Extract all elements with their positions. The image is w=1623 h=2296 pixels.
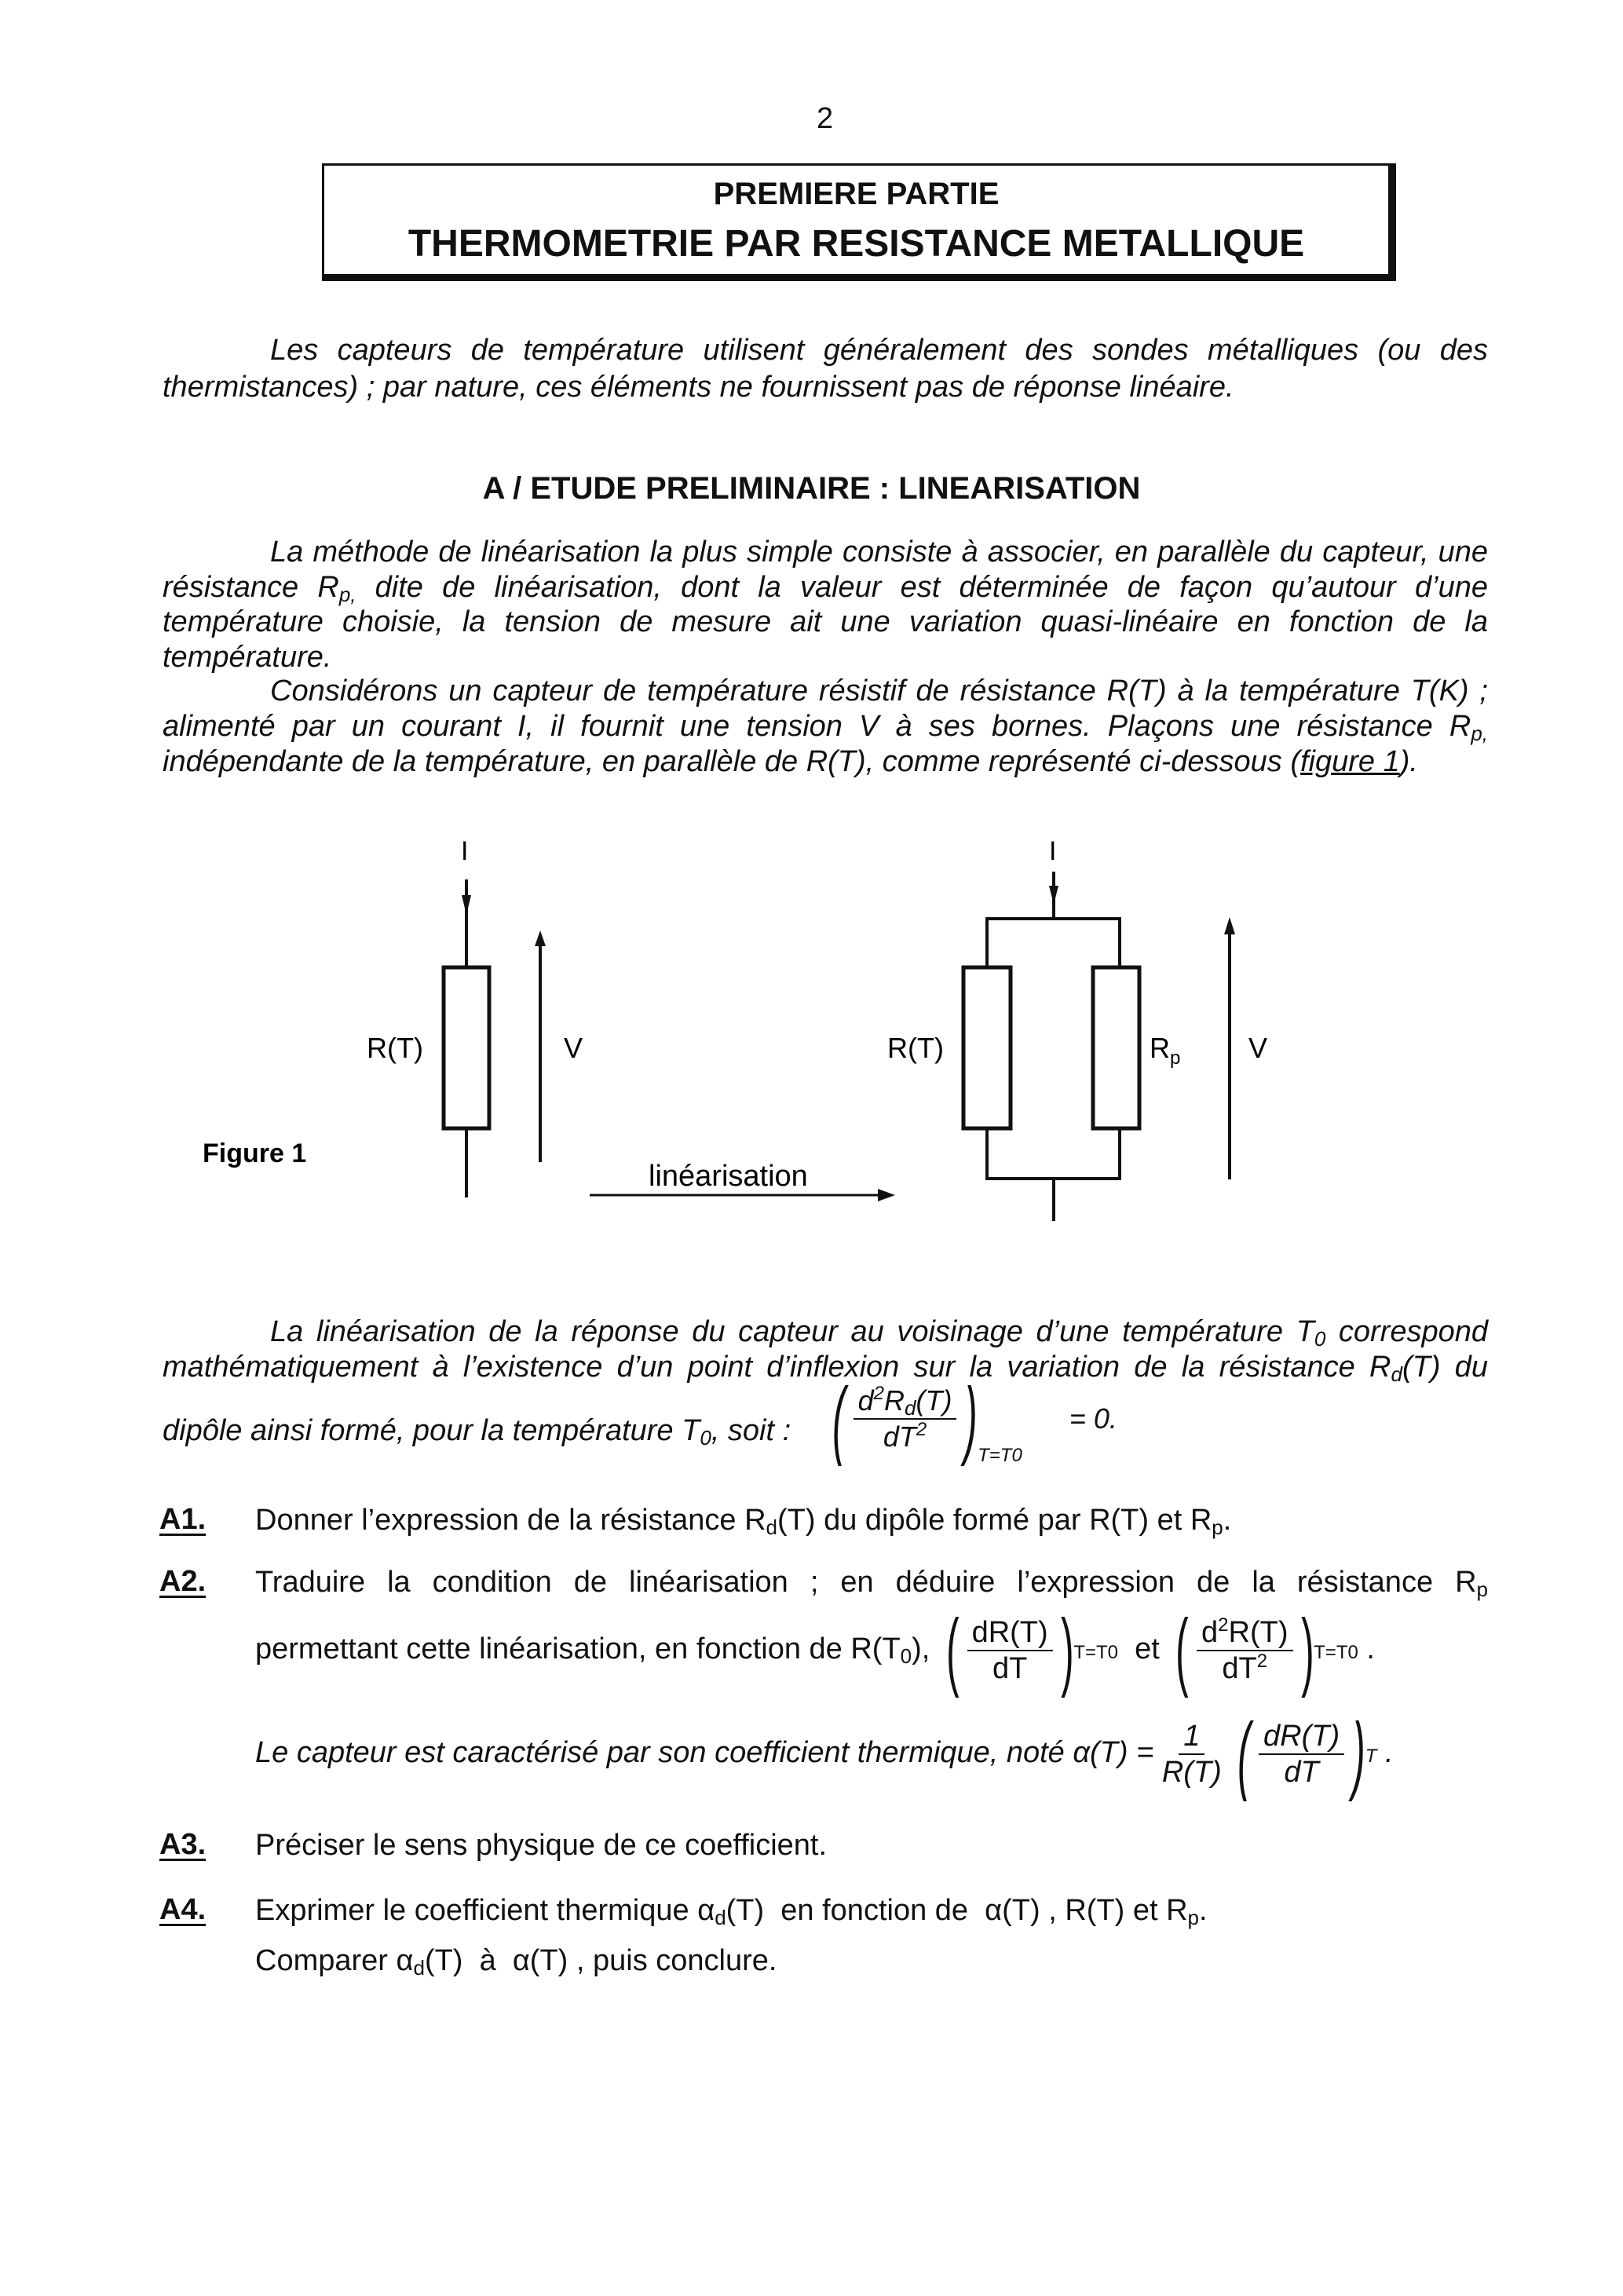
current-label: I xyxy=(461,836,469,866)
question-text: Préciser le sens physique de ce coefficient. xyxy=(255,1829,828,1862)
wire xyxy=(987,1128,1120,1179)
current-label: I xyxy=(1049,836,1057,866)
wire xyxy=(987,919,1120,967)
question-text: Donner l’expression de la résistance $R_d(T)$ du dipôle formé par R(T) et $R_p$. xyxy=(255,1504,1232,1539)
arrowhead xyxy=(878,1189,895,1201)
text-line: température choisie, la tension de mesure ait une variation quasi-linéaire en fonction de la xyxy=(163,605,1488,638)
question-label: A2. xyxy=(159,1565,207,1598)
text-line: Les capteurs de température utilisent généralement des sondes métalliques (ou des xyxy=(270,334,1488,367)
text-line: indépendante de la température, en parallèle de R(T), comme représenté ci-dessous (figure 1). xyxy=(163,745,1418,778)
text-line: La méthode de linéarisation la plus simple consiste à associer, en parallèle du capteur, une xyxy=(270,536,1488,569)
question-text: Exprimer le coefficient thermique $\alpha_d(T)$ en fonction de α(T) , R(T) et $R_p$. xyxy=(255,1894,1208,1929)
resistor-label: R(T) xyxy=(367,1032,423,1064)
linearisation-label: linéarisation xyxy=(649,1160,808,1193)
text-line: mathématiquement à l’existence d’un point d’inflexion sur la variation de la résistance $R_d(T)$ du xyxy=(163,1351,1488,1386)
figure-link[interactable]: figure 1 xyxy=(1300,745,1400,778)
question-label: A1. xyxy=(159,1503,207,1536)
text-line: dipôle ainsi formé, pour la température $T_0$, soit : xyxy=(163,1414,791,1450)
figure-caption: Figure 1 xyxy=(203,1139,307,1168)
thermal-coefficient-definition: Le capteur est caractérisé par son coefficient thermique, noté α(T) = $\frac{1}{R(T)}$ ( $\frac{dR(T)}{dT}$ ) T . xyxy=(255,1705,1394,1802)
main-title: THERMOMETRIE PAR RESISTANCE METALLIQUE xyxy=(408,223,1305,265)
text-line: Considérons un capteur de température résistif de résistance R(T) à la température T(K) ; xyxy=(270,675,1488,707)
resistor-rp xyxy=(1093,967,1139,1128)
page-number: 2 xyxy=(817,102,834,135)
text-line: alimenté par un courant I, il fournit une tension V à ses bornes. Plaçons une résistance $R_{p,}$ xyxy=(163,710,1488,745)
text-line: température. xyxy=(163,641,332,674)
question-label: A3. xyxy=(159,1828,207,1861)
section-heading: A / ETUDE PRELIMINAIRE : LINEARISATION xyxy=(482,471,1141,506)
rp-label: $R_p$ xyxy=(1150,1032,1181,1069)
question-text: Comparer $\alpha_d(T)$ à α(T) , puis conclure. xyxy=(255,1944,777,1980)
text-line: La linéarisation de la réponse du capteur au voisinage d’une température $T_0$ correspond xyxy=(270,1315,1488,1351)
current-arrowhead xyxy=(462,895,471,915)
resistor-rt xyxy=(963,967,1011,1128)
text-line: résistance $R_{p,}$ dite de linéarisation, dont la valeur est déterminée de façon qu’autour d’une xyxy=(163,571,1488,606)
voltage-label: V xyxy=(1248,1032,1268,1064)
inflexion-equation: ( $\frac{d^2R_d(T)}{dT^2}$ ) T=T0 = 0. xyxy=(832,1370,1117,1467)
voltage-arrowhead xyxy=(1224,917,1235,934)
question-text: permettant cette linéarisation, en fonction de $R(T_0)$, ( $\frac{dR(T)}{dT}$ ) T=T0 et ( $\frac{d^2R(T)}{dT^2}$ ) T=T0 . xyxy=(255,1601,1375,1698)
current-arrowhead xyxy=(1049,886,1058,905)
resistor-label: R(T) xyxy=(887,1032,944,1064)
voltage-label: V xyxy=(564,1032,583,1064)
question-text: Traduire la condition de linéarisation ; en déduire l’expression de la résistance $R_p$ xyxy=(255,1566,1488,1601)
question-label: A4. xyxy=(159,1893,207,1926)
resistor-rt xyxy=(444,967,489,1128)
part-title: PREMIERE PARTIE xyxy=(713,177,1000,211)
text-line: thermistances) ; par nature, ces éléments ne fournissent pas de réponse linéaire. xyxy=(163,371,1234,404)
voltage-arrowhead xyxy=(535,930,546,946)
